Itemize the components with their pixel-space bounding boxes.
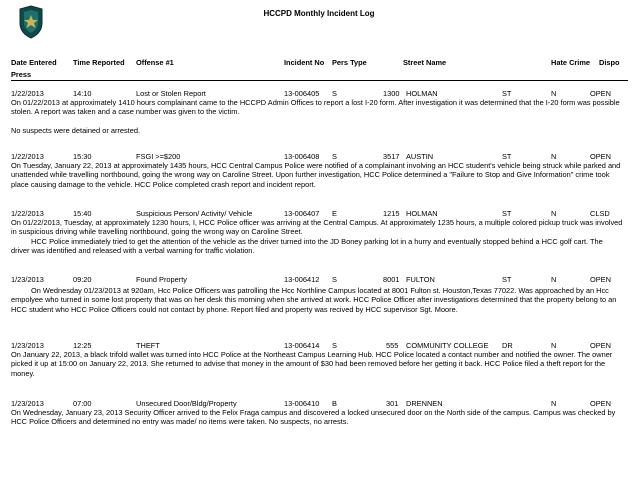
incident-pers-type: S (332, 152, 337, 161)
incident-hate-crime: N (551, 209, 557, 218)
incident-street-name: FULTON (406, 275, 435, 284)
incident-dispo: OPEN (590, 399, 611, 408)
incident-number: 13-006407 (284, 209, 320, 218)
incident-street-type: ST (502, 209, 512, 218)
narrative-paragraph: On Wednesday, January 23, 2013 Security Officer arrived to the Felix Fraga campus and discovered a locked unsecured door on the North side of the campus. Campus was checked by HCC Police Officers and determined no entry was made/ no items were taken. No suspects, no arrests. (11, 408, 616, 427)
incident-dispo: OPEN (590, 152, 611, 161)
incident-pers-type: S (332, 275, 337, 284)
incident-street-type: DR (502, 341, 513, 350)
incident-hate-crime: N (551, 89, 557, 98)
incident-offense: Unsecured Door/Bldg/Property (136, 399, 237, 408)
incident-narrative (11, 98, 623, 136)
col-hate-crime: Hate Crime (551, 58, 591, 67)
incident-number: 13-006405 (284, 89, 320, 98)
col-dispo: Dispo (599, 58, 620, 67)
incident-street-type: ST (502, 152, 512, 161)
incident-street-name: HOLMAN (406, 89, 438, 98)
incident-street-number: 3517 (383, 152, 400, 161)
incident-offense: Suspicious Person/ Activity/ Vehicle (136, 209, 253, 218)
incident-dispo: OPEN (590, 341, 611, 350)
col-offense: Offense #1 (136, 58, 174, 67)
incident-number: 13-006412 (284, 275, 320, 284)
incident-street-number: 8001 (383, 275, 400, 284)
incident-pers-type: B (332, 399, 337, 408)
incident-time: 15:40 (73, 209, 92, 218)
col-pers-type: Pers Type (332, 58, 367, 67)
incident-offense: THEFT (136, 341, 160, 350)
incident-narrative (11, 161, 623, 189)
incident-number: 13-006410 (284, 399, 320, 408)
incident-street-type: ST (502, 89, 512, 98)
incident-dispo: CLSD (590, 209, 610, 218)
incident-number: 13-006408 (284, 152, 320, 161)
incident-date: 1/23/2013 (11, 275, 44, 284)
incident-date: 1/23/2013 (11, 341, 44, 350)
incident-date: 1/22/2013 (11, 209, 44, 218)
report-title: HCCPD Monthly Incident Log (263, 9, 375, 18)
incident-offense: FSGI >=$200 (136, 152, 181, 161)
narrative-blank-line (11, 117, 623, 126)
col-time-reported: Time Reported (73, 58, 125, 67)
narrative-paragraph: HCC Police immediately tried to get the attention of the vehicle as the driver turned into the JD Boney parking lot in a hurry and eventually stopped behind a HCC golf cart. The driver was identified and released with a verbal warning for traffic violation. (11, 236, 603, 256)
incident-street-name: AUSTIN (406, 152, 434, 161)
incident-street-number: 301 (386, 399, 399, 408)
col-date-entered: Date Entered (11, 58, 57, 67)
narrative-paragraph: On January 22, 2013, a black trifold wallet was turned into HCC Police at the Northeast Campus Learning Hub. HCC Police located a contact number and notified the owner. The owner picked it up at 15:00 on January 22, 2013. She returned to advise that money in the amount of $30 had been removed before her getting it back. HCC Police filed a theft report for the money. (11, 350, 613, 378)
narrative-paragraph: On Tuesday, January 22, 2013 at approximately 1435 hours, HCC Central Campus Police were notified of a complainant involving an HCC student's vehicle being struck while parked and unattended while travelling northbound, going the wrong way on Caroline Street. Upon further investigation, HCC Police determined a "Failure to Stop and Give Information" crime took place causing damage to the vehicle. HCC Police completed crash report and incident report. (11, 161, 621, 189)
incident-narrative (11, 408, 623, 427)
narrative-paragraph: On Wednesday 01/23/2013 at 920am, Hcc Police Officers was patrolling the Hcc Northline Campus located at 8001 Fulton st. Houston,Texas 77022. Was approached by an Hcc empolyee who turned in some lost property that was on her desk this morning when she arrived at work. HCC Police Officer after investigations determined that the property belong to an HCC student who HCC Police Officers could not contact by phone. Report filed and property was recived by HCC supervisor Sgt. Moore. (11, 286, 617, 314)
incident-street-number: 555 (386, 341, 399, 350)
incident-narrative (11, 286, 623, 314)
incident-narrative (11, 350, 623, 378)
incident-dispo: OPEN (590, 275, 611, 284)
incident-pers-type: S (332, 89, 337, 98)
incident-number: 13-006414 (284, 341, 320, 350)
incident-date: 1/22/2013 (11, 89, 44, 98)
incident-street-name: DRENNEN (406, 399, 443, 408)
incident-date: 1/23/2013 (11, 399, 44, 408)
header-divider (11, 80, 628, 81)
col-street-name: Street Name (403, 58, 447, 67)
incident-street-number: 1300 (383, 89, 400, 98)
narrative-paragraph: No suspects were detained or arrested. (11, 126, 140, 136)
incident-street-type: ST (502, 275, 512, 284)
incident-time: 12:25 (73, 341, 92, 350)
incident-pers-type: E (332, 209, 337, 218)
incident-time: 14:10 (73, 89, 92, 98)
incident-time: 15:30 (73, 152, 92, 161)
col-incident-no: Incident No (284, 58, 325, 67)
incident-pers-type: S (332, 341, 337, 350)
col-press: Press (11, 70, 32, 79)
incident-street-number: 1215 (383, 209, 400, 218)
incident-narrative (11, 218, 623, 256)
incident-hate-crime: N (551, 152, 557, 161)
incident-hate-crime: N (551, 399, 557, 408)
incident-offense: Found Property (136, 275, 187, 284)
incident-street-name: COMMUNITY COLLEGE (406, 341, 489, 350)
narrative-paragraph: On 01/22/2013, Tuesday, at approximately 1230 hours, I, HCC Police officer was arriving at the Central Campus. At approximately 1235 hours, a multiple colored pickup truck was involved in suspicious driving while travelling northbound, going the wrong way on Caroline Street. (11, 218, 623, 237)
incident-time: 09:20 (73, 275, 92, 284)
incident-date: 1/22/2013 (11, 152, 44, 161)
incident-street-name: HOLMAN (406, 209, 438, 218)
incident-hate-crime: N (551, 275, 557, 284)
narrative-paragraph: On 01/22/2013 at approximately 1410 hours complainant came to the HCCPD Admin Offices to report a lost I-20 form. After investigation it was determined that the I-20 form was possible stolen. A report was taken and a case number was given to the victim. (11, 98, 620, 117)
incident-hate-crime: N (551, 341, 557, 350)
incident-offense: Lost or Stolen Report (136, 89, 206, 98)
incident-dispo: OPEN (590, 89, 611, 98)
incident-time: 07:00 (73, 399, 92, 408)
